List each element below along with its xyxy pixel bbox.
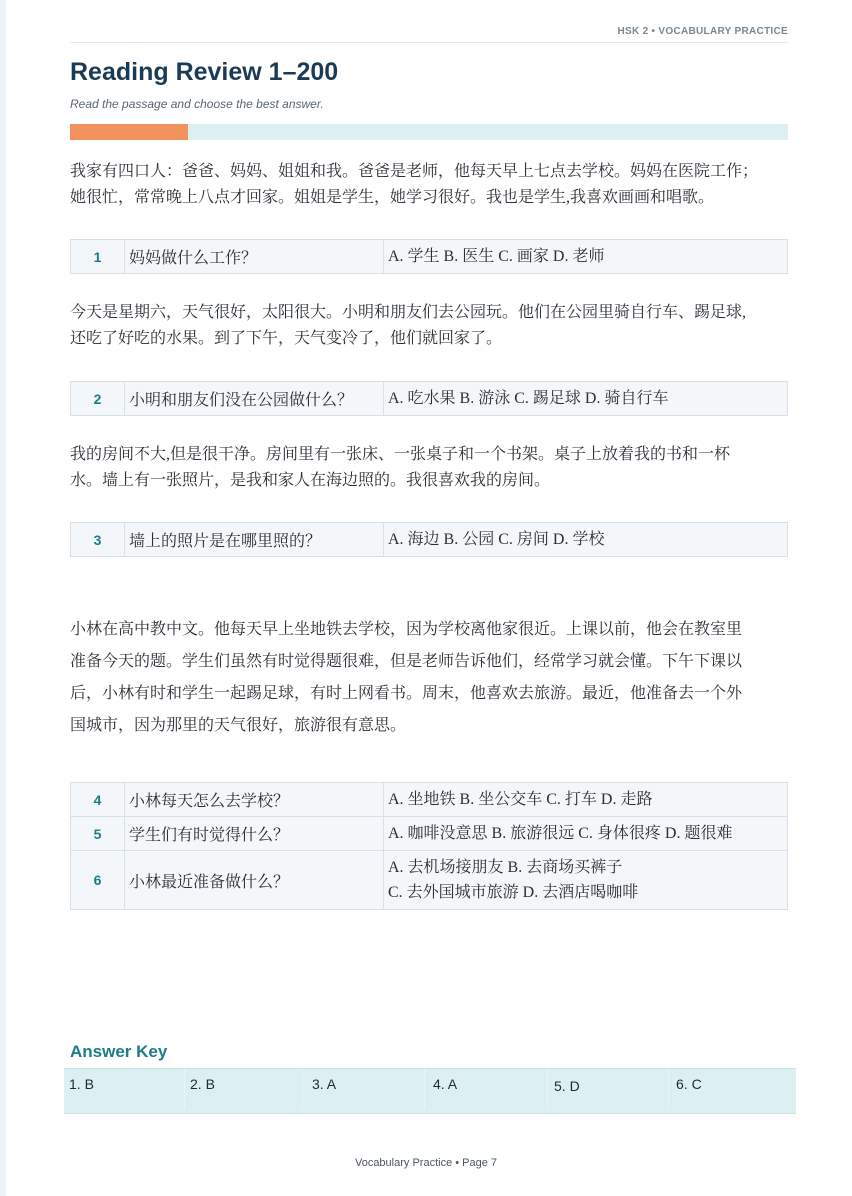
answer-options[interactable]: A. 坐地铁 B. 坐公交车 C. 打车 D. 走路 <box>384 783 788 817</box>
answer-options[interactable] <box>384 851 788 910</box>
progress-bar <box>70 124 788 140</box>
header-label: HSK 2 • VOCABULARY PRACTICE <box>617 26 788 37</box>
question-number: 3 <box>71 523 125 557</box>
question-number: 2 <box>71 382 125 416</box>
question-text: 墙上的照片是在哪里照的？ <box>125 523 384 557</box>
question-table-2 <box>70 381 788 416</box>
answer-key-item: 2. B <box>185 1069 303 1109</box>
question-text: 妈妈做什么工作？ <box>125 240 384 274</box>
answer-options-line-2: C. 去外国城市旅游 D. 去酒店喝咖啡 <box>388 884 639 901</box>
question-table-1 <box>70 239 788 274</box>
reading-passage-4: 小林在高中教中文。他每天早上坐地铁去学校，因为学校离他家很近。上课以前，他会在教室里 准备今天的题。学生们虽然有时觉得题很难，但是老师告诉他们，经常学习就会懂。下午下课以 后，小林有时和学生一起踢足球，有时上网看书。周末，他喜欢去旅游。最近，他准备去一个外 国城市，因为那里的天气很好，旅游很有意思。 <box>70 621 743 734</box>
answer-options[interactable]: A. 咖啡没意思 B. 旅游很远 C. 身体很疼 D. 题很难 <box>384 817 788 851</box>
question-number: 6 <box>71 851 125 910</box>
question-text: 小林每天怎么去学校？ <box>125 783 384 817</box>
answer-key-item: 4. A <box>428 1069 548 1109</box>
page-footer: Vocabulary Practice • Page 7 <box>354 1157 498 1169</box>
question-text: 小明和朋友们没在公园做什么？ <box>125 382 384 416</box>
answer-options[interactable]: A. 海边 B. 公园 C. 房间 D. 学校 <box>384 523 788 557</box>
answer-key-item: 3. A <box>307 1069 425 1109</box>
page-edge <box>0 0 6 1196</box>
question-number: 4 <box>71 783 125 817</box>
answer-options[interactable]: A. 学生 B. 医生 C. 画家 D. 老师 <box>384 240 788 274</box>
reading-passage-1: 我家有四口人：爸爸、妈妈、姐姐和我。爸爸是老师，他每天早上七点去学校。妈妈在医院工作； 她很忙，常常晚上八点才回家。姐姐是学生，她学习很好。我也是学生,我喜欢画画和唱歌。 <box>70 163 759 206</box>
reading-passage-3: 我的房间不大,但是很干净。房间里有一张床、一张桌子和一个书架。桌子上放着我的书和一杯 水。墙上有一张照片，是我和家人在海边照的。我很喜欢我的房间。 <box>70 446 731 489</box>
question-row <box>71 240 788 274</box>
question-number: 1 <box>71 240 125 274</box>
reading-passage-2: 今天是星期六，天气很好，太阳很大。小明和朋友们去公园玩。他们在公园里骑自行车、踢足球, 还吃了好吃的水果。到了下午，天气变冷了，他们就回家了。 <box>70 304 747 347</box>
page-title: Reading Review 1–200 <box>70 58 339 86</box>
question-row <box>71 783 788 817</box>
answer-options-line-1: A. 去机场接朋友 B. 去商场买裤子 <box>388 859 623 876</box>
question-text: 学生们有时觉得什么？ <box>125 817 384 851</box>
question-row <box>71 817 788 851</box>
answer-key-box <box>64 1068 796 1114</box>
question-number: 5 <box>71 817 125 851</box>
answer-key-item: 1. B <box>64 1069 185 1109</box>
question-row <box>71 523 788 557</box>
progress-bar-fill <box>70 124 188 140</box>
answer-key-item: 6. C <box>676 1076 702 1092</box>
question-row <box>71 851 788 910</box>
answer-key-item: 5. D <box>549 1069 669 1109</box>
question-row <box>71 382 788 416</box>
answer-options[interactable]: A. 吃水果 B. 游泳 C. 踢足球 D. 骑自行车 <box>384 382 788 416</box>
answer-key-title: Answer Key <box>70 1042 168 1061</box>
header-divider <box>70 42 788 43</box>
question-text: 小林最近准备做什么？ <box>125 851 384 910</box>
page-subtitle: Read the passage and choose the best answer. <box>70 97 324 111</box>
question-table-3 <box>70 522 788 557</box>
question-table-4 <box>70 782 788 910</box>
